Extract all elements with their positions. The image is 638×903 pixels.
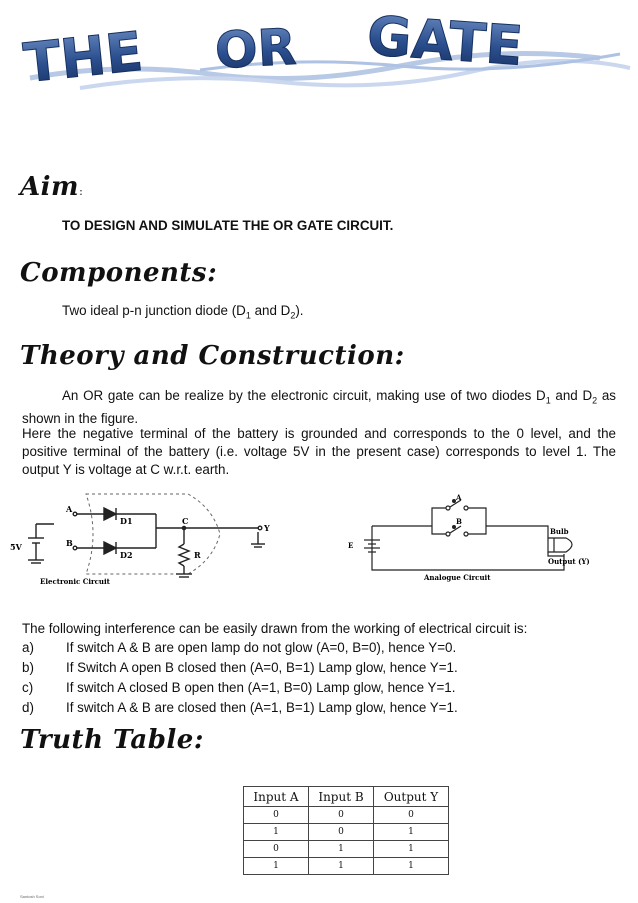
table-row — [244, 858, 449, 875]
elec-label-d1: D1 — [120, 516, 133, 526]
cell-input-b: 0 — [309, 824, 374, 841]
working-item-c: c) If switch A closed B open then (A=1, B=0) Lamp glow, hence Y=1. — [22, 680, 456, 695]
cell-input-b: 0 — [309, 807, 374, 824]
working-item-a: a) If switch A & B are open lamp do not glow (A=0, B=0), hence Y=0. — [22, 640, 457, 655]
working-item-d: d) If switch A & B are closed then (A=1, B=1) Lamp glow, hence Y=1. — [22, 700, 458, 715]
working-item-b: b) If Switch A open B closed then (A=0, B=1) Lamp glow, hence Y=1. — [22, 660, 458, 675]
truth-table-header-row — [244, 787, 449, 807]
cell-input-a: 0 — [244, 841, 309, 858]
analog-label-output: Output (Y) — [548, 557, 590, 566]
cell-input-b: 1 — [309, 858, 374, 875]
elec-label-y: Y — [264, 523, 270, 533]
theory-heading: Theory and Construction: — [20, 341, 405, 371]
aim-heading — [20, 172, 83, 202]
table-row — [244, 841, 449, 858]
header-input-b: Input B — [309, 787, 374, 807]
cell-input-a: 1 — [244, 858, 309, 875]
title-letters-the: THE — [20, 19, 146, 95]
header-input-a: Input A — [244, 787, 309, 807]
elec-label-c: C — [182, 516, 189, 526]
elec-label-5v: 5V — [10, 542, 22, 552]
aim-heading-text: Aim — [20, 172, 80, 202]
electronic-circuit-figure — [8, 488, 278, 588]
components-heading: Components: — [20, 258, 218, 288]
theory-paragraph-1: An OR gate can be realize by the electronic circuit, making use of two diodes $D_1$ and $D_2$ as shown in the figure. — [22, 388, 616, 426]
working-intro: The following interference can be easily drawn from the working of electrical circuit is: — [22, 621, 528, 636]
header-output-y: Output Y — [374, 787, 449, 807]
cell-output-y: 1 — [374, 824, 449, 841]
cell-output-y: 1 — [374, 858, 449, 875]
elec-caption: Electronic Circuit — [40, 577, 110, 586]
cell-output-y: 0 — [374, 807, 449, 824]
title-banner — [0, 0, 638, 110]
truth-table-heading: Truth Table: — [20, 725, 204, 755]
elec-label-r: R — [194, 550, 201, 560]
elec-label-b: B — [66, 538, 73, 548]
components-text: Two ideal p-n junction diode ($D_1$ and $D_2$). — [62, 303, 304, 321]
cell-input-a: 0 — [244, 807, 309, 824]
analog-caption: Analogue Circuit — [424, 573, 491, 582]
cell-output-y: 1 — [374, 841, 449, 858]
analog-label-b: B — [456, 517, 462, 526]
aim-colon: : — [79, 185, 84, 198]
aim-text: TO DESIGN AND SIMULATE THE OR GATE CIRCUIT. — [62, 218, 394, 233]
table-row — [244, 824, 449, 841]
table-row — [244, 807, 449, 824]
cell-input-a: 1 — [244, 824, 309, 841]
theory-paragraph-2: Here the negative terminal of the battery is grounded and corresponds to the 0 level, and the positive terminal of the battery (i.e. voltage 5V in the present case) corresponds to level 1. The output Y is voltage at C w.r.t. earth. — [22, 426, 616, 477]
analog-label-bulb: Bulb — [550, 527, 569, 536]
analog-label-a: A — [456, 494, 462, 502]
title-letters-or: OR — [213, 17, 298, 80]
elec-label-d2: D2 — [120, 550, 133, 560]
truth-table — [243, 786, 449, 875]
analogue-circuit-figure — [340, 494, 610, 586]
elec-label-a: A — [66, 504, 73, 514]
cell-input-b: 1 — [309, 841, 374, 858]
analog-label-e: E — [348, 541, 354, 550]
footer-author: Santosh Soni — [20, 894, 44, 899]
title-letters-gate: GATE — [365, 4, 525, 78]
